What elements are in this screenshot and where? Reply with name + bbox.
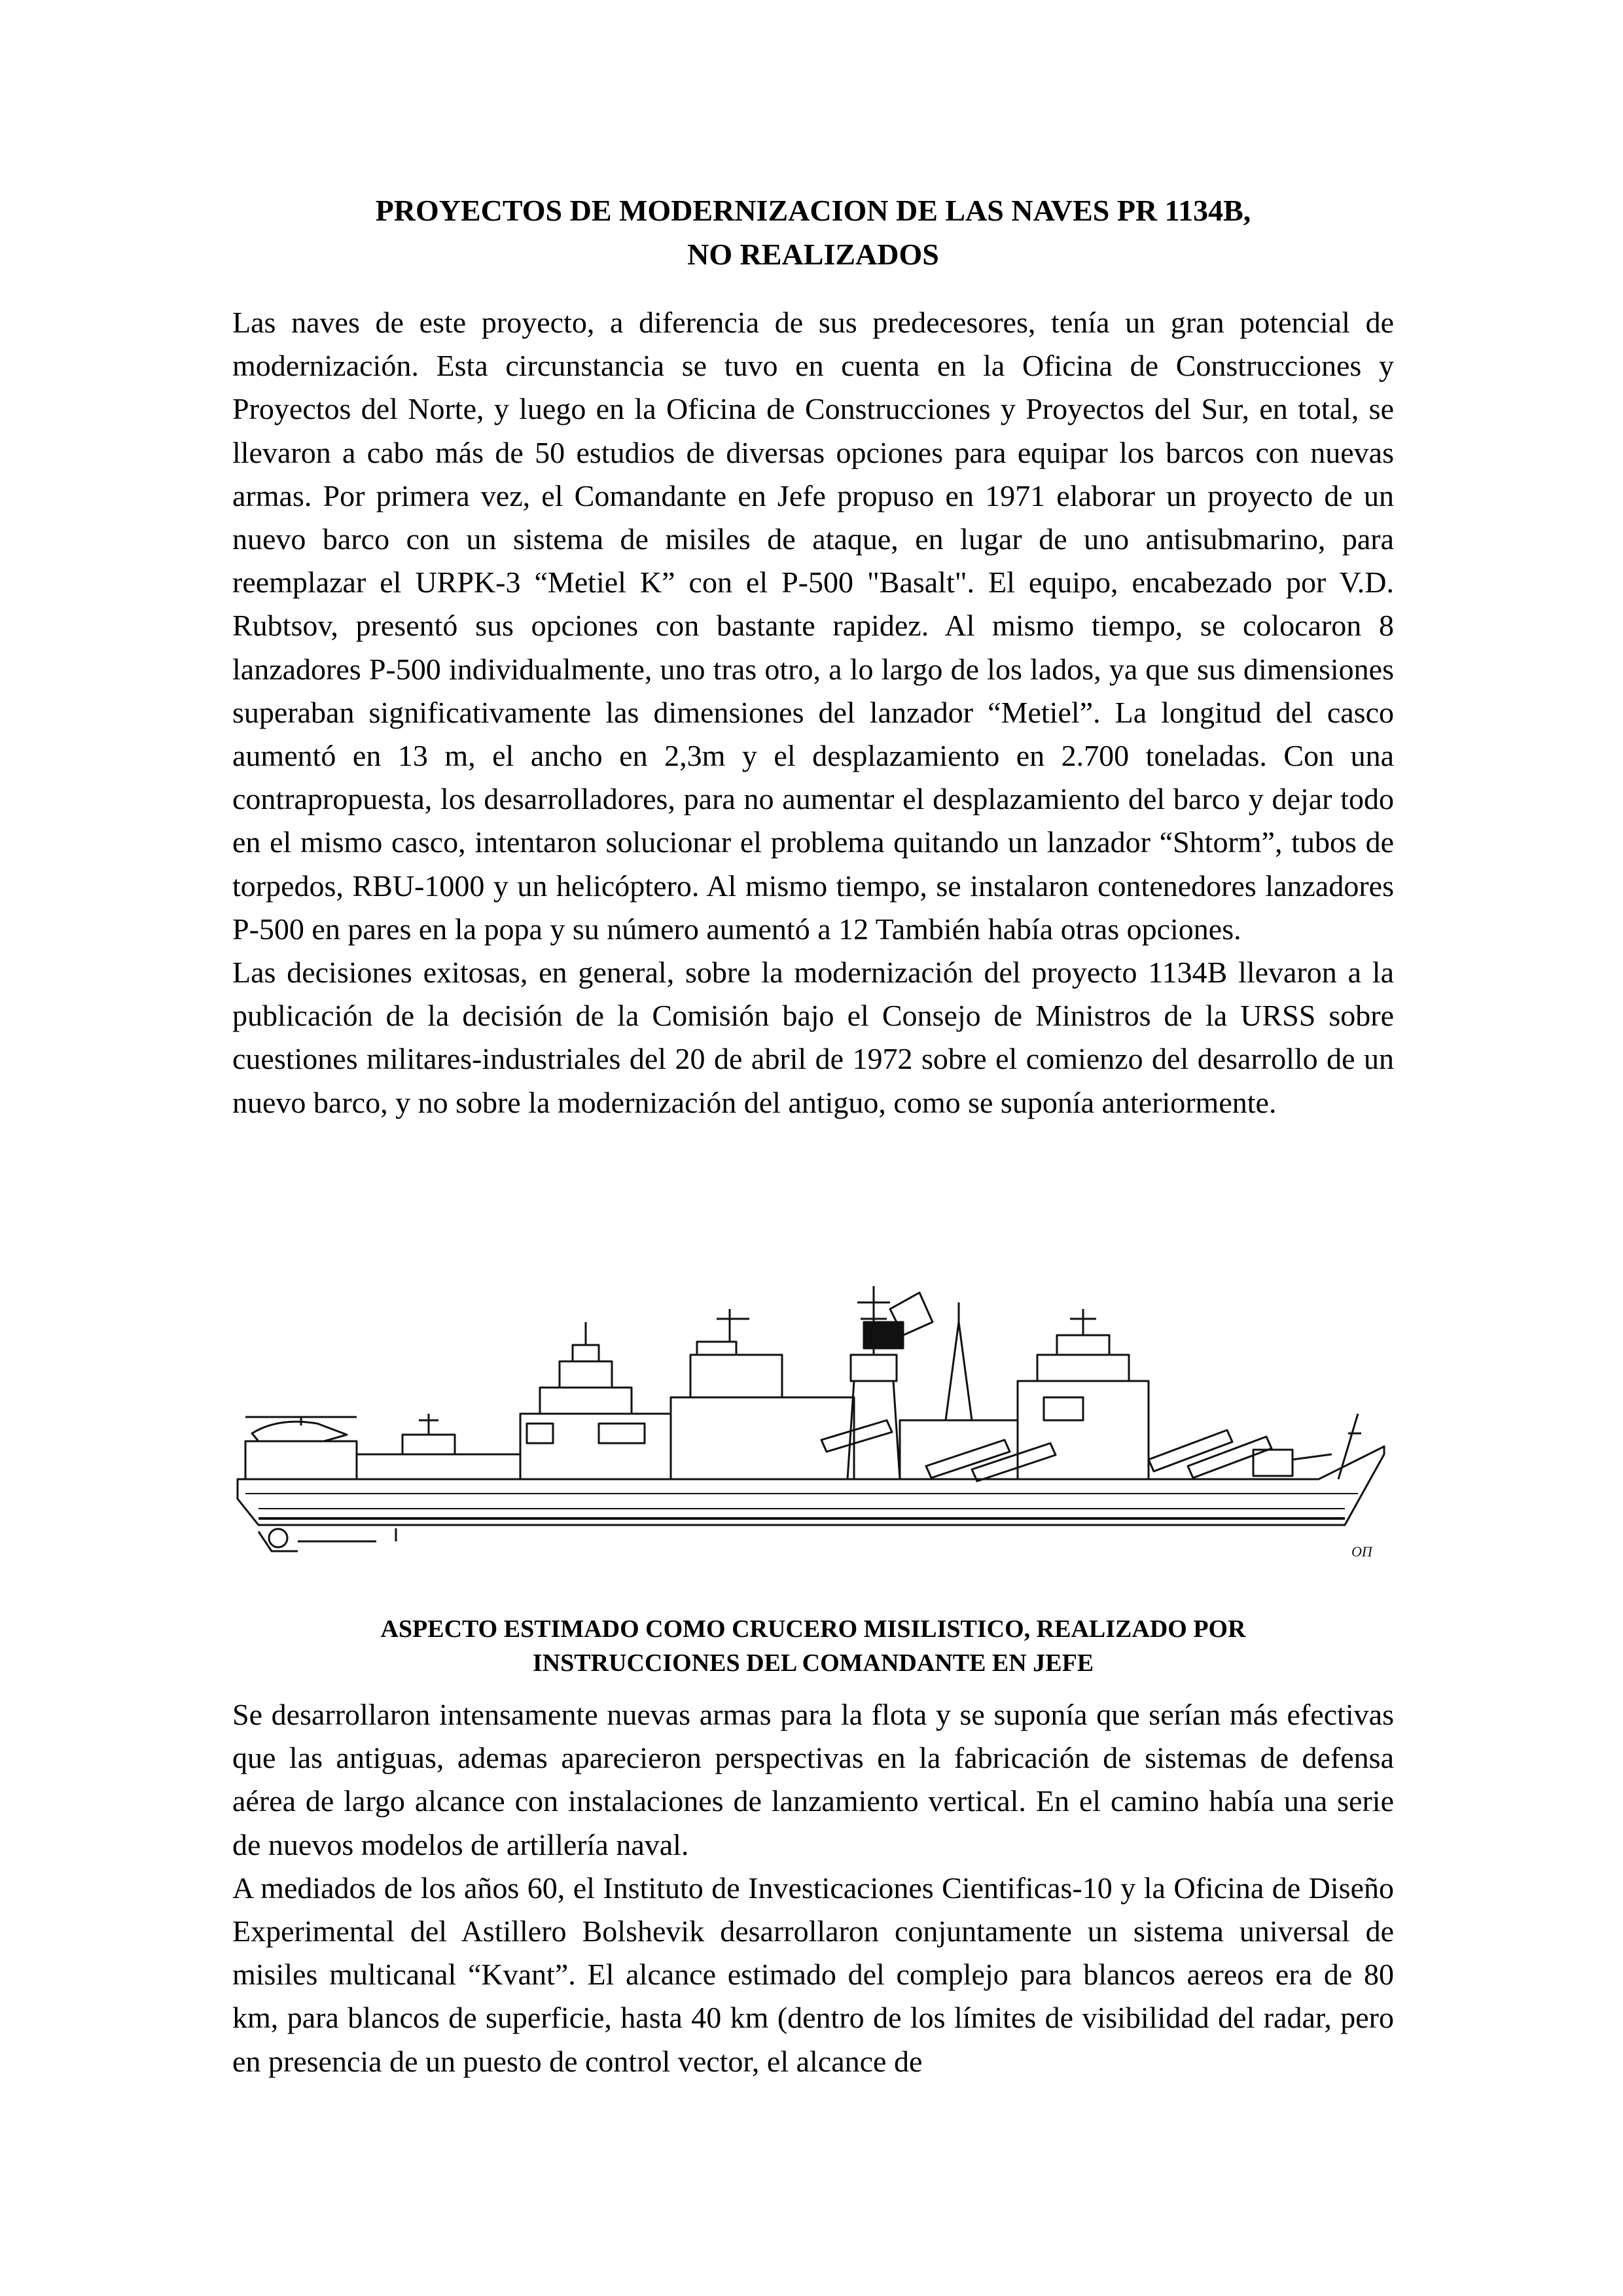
- title-line-2: NO REALIZADOS: [687, 238, 939, 271]
- ship-drawing-figure: [232, 1283, 1397, 1597]
- section2-paragraph-2: A mediados de los años 60, el Instituto de Investicaciones Cientificas-10 y la Oficina de Diseño Experimental del Astillero Bolshevik desarrollaron conjuntamente un sistema universal de misiles multicanal “Kvant”. El alcance estimado del complejo para blancos aereos era de 80 km, para blancos de superficie, hasta 40 km (dentro de los límites de visibilidad del radar, pero en presencia de un puesto de control vector, el alcance de: [232, 1871, 1394, 2078]
- caption-line-1: ASPECTO ESTIMADO COMO CRUCERO MISILISTICO, REALIZADO POR: [380, 1615, 1246, 1643]
- bridge: [1018, 1381, 1149, 1479]
- intro-section: [232, 301, 1394, 1124]
- helicopter-icon: [252, 1422, 347, 1441]
- intro-paragraph-2: Las decisiones exitosas, en general, sobre la modernización del proyecto 1134B llevaron a la publicación de la decisión de la Comisión bajo el Consejo de Ministros de la URSS sobre cuestiones militares-industriales del 20 de abril de 1972 sobre el comienzo del desarrollo de un nuevo barco, y no sobre la modernización del antiguo, como se suponía anteriormente.: [232, 956, 1394, 1119]
- section2-paragraph-1: Se desarrollaron intensamente nuevas armas para la flota y se suponía que serían más efectivas que las antiguas, ademas aparecieron perspectivas en la fabricación de sistemas de defensa aérea de largo alcance con instalaciones de lanzamiento vertical. En el camino había una serie de nuevos modelos de artillería naval.: [232, 1698, 1394, 1861]
- document-title: [232, 188, 1394, 276]
- intro-paragraph-1: Las naves de este proyecto, a diferencia de sus predecesores, tenía un gran potencial de modernización. Esta circunstancia se tuvo en cuenta en la Oficina de Construcciones y Proyectos del Norte, y luego en la Oficina de Construcciones y Proyectos del Sur, en total, se llevaron a cabo más de 50 estudios de diversas opciones para equipar los barcos con nuevas armas. Por primera vez, el Comandante en Jefe propuso en 1971 elaborar un proyecto de un nuevo barco con un sistema de misiles de ataque, en lugar de uno antisubmarino, para reemplazar el URPK-3 “Metiel K” con el P-500 "Basalt". El equipo, encabezado por V.D. Rubtsov, presentó sus opciones con bastante rapidez. Al mismo tiempo, se colocaron 8 lanzadores P-500 individualmente, uno tras otro, a lo largo de los lados, ya que sus dimensiones superaban significativamente las dimensiones del lanzador “Metiel”. La longitud del casco aumentó en 13 m, el ancho en 2,3m y el desplazamiento en 2.700 toneladas. Con una contrapropuesta, los desarrolladores, para no aumentar el desplazamiento del barco y dejar todo en el mismo casco, intentaron solucionar el problema quitando un lanzador “Shtorm”, tubos de torpedos, RBU-1000 y un helicóptero. Al mismo tiempo, se instalaron contenedores lanzadores P-500 en pares en la popa y su número aumentó a 12 También había otras opciones.: [232, 306, 1394, 946]
- title-line-1: PROYECTOS DE MODERNIZACION DE LAS NAVES PR 1134B,: [375, 194, 1251, 227]
- figure-caption: [232, 1612, 1394, 1680]
- hull-outline: [238, 1446, 1384, 1525]
- cruiser-side-profile-drawing: [232, 1283, 1397, 1597]
- funnel: [690, 1355, 782, 1397]
- forward-superstructure: [900, 1420, 1018, 1479]
- section-2: [232, 1693, 1394, 2083]
- missile-launchers: [821, 1420, 1272, 1481]
- hangar: [245, 1441, 357, 1479]
- caption-line-2: INSTRUCCIONES DEL COMANDANTE EN JEFE: [532, 1649, 1094, 1677]
- hull-label: ОП: [1351, 1543, 1372, 1560]
